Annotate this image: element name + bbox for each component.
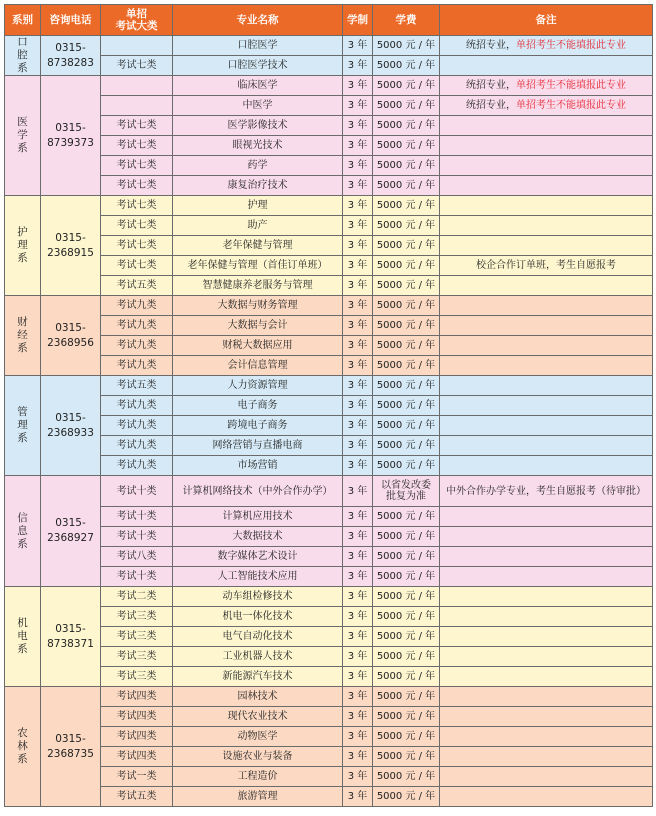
remark — [440, 376, 653, 396]
table-row — [5, 707, 653, 727]
remark-warning: 单招考生不能填报此专业 — [516, 80, 626, 91]
tuition-fee: 5000 元 / 年 — [373, 587, 440, 607]
table-row — [5, 787, 653, 807]
department-name — [5, 476, 41, 587]
tuition-fee: 5000 元 / 年 — [373, 396, 440, 416]
duration: 3 年 — [343, 647, 373, 667]
table-row — [5, 316, 653, 336]
table-row — [5, 396, 653, 416]
exam-category: 考试五类 — [101, 787, 173, 807]
exam-category — [101, 76, 173, 96]
duration: 3 年 — [343, 276, 373, 296]
exam-category: 考试九类 — [101, 416, 173, 436]
exam-category: 考试九类 — [101, 296, 173, 316]
remark — [440, 96, 653, 116]
table-row — [5, 647, 653, 667]
duration: 3 年 — [343, 436, 373, 456]
exam-category: 考试九类 — [101, 456, 173, 476]
tuition-fee: 5000 元 / 年 — [373, 727, 440, 747]
duration: 3 年 — [343, 507, 373, 527]
table-row — [5, 667, 653, 687]
duration: 3 年 — [343, 567, 373, 587]
exam-category: 考试五类 — [101, 376, 173, 396]
department-phone: 0315- 8739373 — [41, 76, 101, 196]
header-note: 备注 — [440, 5, 653, 36]
major-name: 人力资源管理 — [173, 376, 343, 396]
tuition-fee: 5000 元 / 年 — [373, 376, 440, 396]
table-row — [5, 547, 653, 567]
tuition-fee: 5000 元 / 年 — [373, 116, 440, 136]
major-name: 电气自动化技术 — [173, 627, 343, 647]
remark — [440, 476, 653, 507]
department-label: 口腔系 — [17, 36, 28, 74]
major-name: 动车组检修技术 — [173, 587, 343, 607]
remark — [440, 507, 653, 527]
duration: 3 年 — [343, 587, 373, 607]
duration: 3 年 — [343, 236, 373, 256]
table-row — [5, 687, 653, 707]
tuition-fee: 5000 元 / 年 — [373, 567, 440, 587]
remark — [440, 296, 653, 316]
duration: 3 年 — [343, 56, 373, 76]
duration: 3 年 — [343, 787, 373, 807]
exam-category: 考试一类 — [101, 767, 173, 787]
department-phone: 0315- 8738371 — [41, 587, 101, 687]
tuition-fee: 5000 元 / 年 — [373, 356, 440, 376]
department-phone: 0315- 2368927 — [41, 476, 101, 587]
department-phone: 0315- 8738283 — [41, 36, 101, 76]
remark — [440, 527, 653, 547]
header-row — [5, 5, 653, 36]
table-row — [5, 587, 653, 607]
remark — [440, 416, 653, 436]
tuition-fee: 5000 元 / 年 — [373, 156, 440, 176]
exam-category: 考试四类 — [101, 747, 173, 767]
remark — [440, 767, 653, 787]
table-row — [5, 507, 653, 527]
department-name — [5, 196, 41, 296]
duration: 3 年 — [343, 116, 373, 136]
duration: 3 年 — [343, 547, 373, 567]
tuition-fee: 5000 元 / 年 — [373, 336, 440, 356]
tuition-fee: 5000 元 / 年 — [373, 507, 440, 527]
tuition-fee: 5000 元 / 年 — [373, 136, 440, 156]
major-name: 智慧健康养老服务与管理 — [173, 276, 343, 296]
table-row — [5, 256, 653, 276]
tuition-fee: 以省发改委 批复为准 — [373, 476, 440, 507]
exam-category: 考试八类 — [101, 547, 173, 567]
duration: 3 年 — [343, 667, 373, 687]
major-name: 护理 — [173, 196, 343, 216]
table-row — [5, 196, 653, 216]
tuition-fee: 5000 元 / 年 — [373, 647, 440, 667]
remark — [440, 627, 653, 647]
remark — [440, 336, 653, 356]
table-row — [5, 607, 653, 627]
table-row — [5, 136, 653, 156]
major-name: 跨境电子商务 — [173, 416, 343, 436]
table-row — [5, 356, 653, 376]
table-row — [5, 36, 653, 56]
duration: 3 年 — [343, 256, 373, 276]
header-years: 学制 — [343, 5, 373, 36]
remark — [440, 36, 653, 56]
duration: 3 年 — [343, 456, 373, 476]
major-name: 旅游管理 — [173, 787, 343, 807]
remark — [440, 116, 653, 136]
major-name: 财税大数据应用 — [173, 336, 343, 356]
tuition-fee: 5000 元 / 年 — [373, 276, 440, 296]
duration: 3 年 — [343, 607, 373, 627]
major-name: 中医学 — [173, 96, 343, 116]
major-name: 大数据与财务管理 — [173, 296, 343, 316]
remark — [440, 727, 653, 747]
duration: 3 年 — [343, 176, 373, 196]
tuition-fee: 5000 元 / 年 — [373, 667, 440, 687]
table-row — [5, 767, 653, 787]
remark — [440, 667, 653, 687]
table-row — [5, 727, 653, 747]
tuition-fee: 5000 元 / 年 — [373, 707, 440, 727]
exam-category: 考试七类 — [101, 176, 173, 196]
duration: 3 年 — [343, 156, 373, 176]
major-name: 机电一体化技术 — [173, 607, 343, 627]
major-name: 工业机器人技术 — [173, 647, 343, 667]
table-row — [5, 476, 653, 507]
exam-category: 考试十类 — [101, 476, 173, 507]
table-row — [5, 276, 653, 296]
remark-warning: 单招考生不能填报此专业 — [516, 40, 626, 51]
remark — [440, 456, 653, 476]
table-row — [5, 527, 653, 547]
table-row — [5, 336, 653, 356]
department-name — [5, 76, 41, 196]
exam-category: 考试十类 — [101, 567, 173, 587]
table-row — [5, 176, 653, 196]
exam-category: 考试三类 — [101, 607, 173, 627]
department-phone: 0315- 2368735 — [41, 687, 101, 807]
table-row — [5, 456, 653, 476]
major-name: 助产 — [173, 216, 343, 236]
tuition-fee: 5000 元 / 年 — [373, 747, 440, 767]
remark — [440, 647, 653, 667]
duration: 3 年 — [343, 747, 373, 767]
table-row — [5, 436, 653, 456]
duration: 3 年 — [343, 196, 373, 216]
remark-text: 统招专业， — [466, 80, 516, 91]
exam-category: 考试九类 — [101, 396, 173, 416]
department-name — [5, 587, 41, 687]
remark — [440, 216, 653, 236]
duration: 3 年 — [343, 476, 373, 507]
major-name: 园林技术 — [173, 687, 343, 707]
remark — [440, 396, 653, 416]
department-phone: 0315- 2368915 — [41, 196, 101, 296]
tuition-fee: 5000 元 / 年 — [373, 76, 440, 96]
department-name — [5, 36, 41, 76]
department-label: 机电系 — [17, 617, 28, 655]
header-category: 单招 考试大类 — [101, 5, 173, 36]
duration: 3 年 — [343, 356, 373, 376]
exam-category: 考试七类 — [101, 136, 173, 156]
major-name: 医学影像技术 — [173, 116, 343, 136]
header-fee: 学费 — [373, 5, 440, 36]
tuition-fee: 5000 元 / 年 — [373, 296, 440, 316]
department-label: 农林系 — [17, 727, 28, 765]
department-phone: 0315- 2368933 — [41, 376, 101, 476]
remark — [440, 587, 653, 607]
remark — [440, 176, 653, 196]
exam-category: 考试七类 — [101, 196, 173, 216]
remark — [440, 56, 653, 76]
major-name: 康复治疗技术 — [173, 176, 343, 196]
exam-category: 考试七类 — [101, 256, 173, 276]
department-label: 护理系 — [17, 226, 28, 264]
remark — [440, 707, 653, 727]
remark — [440, 156, 653, 176]
exam-category — [101, 36, 173, 56]
duration: 3 年 — [343, 336, 373, 356]
duration: 3 年 — [343, 96, 373, 116]
major-name: 动物医学 — [173, 727, 343, 747]
major-name: 老年保健与管理（首佳订单班） — [173, 256, 343, 276]
exam-category: 考试七类 — [101, 116, 173, 136]
tuition-fee: 5000 元 / 年 — [373, 96, 440, 116]
department-name — [5, 687, 41, 807]
remark-text: 统招专业， — [466, 40, 516, 51]
major-name: 口腔医学技术 — [173, 56, 343, 76]
header-major: 专业名称 — [173, 5, 343, 36]
remark — [440, 356, 653, 376]
tuition-fee: 5000 元 / 年 — [373, 627, 440, 647]
major-name: 药学 — [173, 156, 343, 176]
remark — [440, 547, 653, 567]
remark-text: 中外合作办学专业，考生自愿报考（待审批） — [446, 485, 646, 497]
header-phone: 咨询电话 — [41, 5, 101, 36]
department-label: 信息系 — [17, 511, 28, 550]
exam-category: 考试四类 — [101, 707, 173, 727]
exam-category: 考试三类 — [101, 667, 173, 687]
duration: 3 年 — [343, 767, 373, 787]
duration: 3 年 — [343, 707, 373, 727]
tuition-fee: 5000 元 / 年 — [373, 436, 440, 456]
tuition-fee: 5000 元 / 年 — [373, 256, 440, 276]
table-row — [5, 216, 653, 236]
tuition-fee: 5000 元 / 年 — [373, 236, 440, 256]
major-name: 工程造价 — [173, 767, 343, 787]
admissions-table — [4, 4, 653, 807]
remark — [440, 747, 653, 767]
major-name: 市场营销 — [173, 456, 343, 476]
major-name: 计算机应用技术 — [173, 507, 343, 527]
table-row — [5, 567, 653, 587]
table-row — [5, 747, 653, 767]
exam-category: 考试十类 — [101, 507, 173, 527]
department-label: 财经系 — [17, 316, 28, 354]
tuition-fee: 5000 元 / 年 — [373, 416, 440, 436]
tuition-fee: 5000 元 / 年 — [373, 687, 440, 707]
remark-text: 校企合作订单班，考生自愿报考 — [476, 260, 616, 271]
duration: 3 年 — [343, 627, 373, 647]
exam-category: 考试九类 — [101, 336, 173, 356]
duration: 3 年 — [343, 36, 373, 56]
remark — [440, 196, 653, 216]
duration: 3 年 — [343, 396, 373, 416]
tuition-fee: 5000 元 / 年 — [373, 456, 440, 476]
major-name: 设施农业与装备 — [173, 747, 343, 767]
remark — [440, 436, 653, 456]
major-name: 会计信息管理 — [173, 356, 343, 376]
department-name — [5, 296, 41, 376]
exam-category: 考试九类 — [101, 316, 173, 336]
tuition-fee: 5000 元 / 年 — [373, 216, 440, 236]
table-row — [5, 96, 653, 116]
exam-category: 考试三类 — [101, 627, 173, 647]
duration: 3 年 — [343, 296, 373, 316]
table-row — [5, 76, 653, 96]
duration: 3 年 — [343, 316, 373, 336]
table-row — [5, 376, 653, 396]
table-row — [5, 156, 653, 176]
table-row — [5, 627, 653, 647]
major-name: 眼视光技术 — [173, 136, 343, 156]
major-name: 大数据与会计 — [173, 316, 343, 336]
major-name: 网络营销与直播电商 — [173, 436, 343, 456]
header-dept: 系别 — [5, 5, 41, 36]
major-name: 大数据技术 — [173, 527, 343, 547]
table-row — [5, 236, 653, 256]
exam-category: 考试四类 — [101, 727, 173, 747]
remark — [440, 687, 653, 707]
exam-category: 考试七类 — [101, 156, 173, 176]
major-name: 数字媒体艺术设计 — [173, 547, 343, 567]
tuition-fee: 5000 元 / 年 — [373, 56, 440, 76]
tuition-fee: 5000 元 / 年 — [373, 767, 440, 787]
duration: 3 年 — [343, 416, 373, 436]
duration: 3 年 — [343, 376, 373, 396]
remark-text: 统招专业， — [466, 100, 516, 111]
tuition-fee: 5000 元 / 年 — [373, 196, 440, 216]
exam-category: 考试七类 — [101, 216, 173, 236]
tuition-fee: 5000 元 / 年 — [373, 607, 440, 627]
tuition-fee: 5000 元 / 年 — [373, 527, 440, 547]
exam-category: 考试二类 — [101, 587, 173, 607]
tuition-fee: 5000 元 / 年 — [373, 36, 440, 56]
remark — [440, 136, 653, 156]
remark-warning: 单招考生不能填报此专业 — [516, 100, 626, 111]
major-name: 老年保健与管理 — [173, 236, 343, 256]
duration: 3 年 — [343, 76, 373, 96]
exam-category: 考试三类 — [101, 647, 173, 667]
table-body — [5, 36, 653, 807]
duration: 3 年 — [343, 216, 373, 236]
tuition-fee: 5000 元 / 年 — [373, 787, 440, 807]
duration: 3 年 — [343, 136, 373, 156]
table-row — [5, 56, 653, 76]
table-row — [5, 116, 653, 136]
remark — [440, 276, 653, 296]
department-label: 医学系 — [17, 116, 28, 154]
exam-category: 考试十类 — [101, 527, 173, 547]
exam-category: 考试七类 — [101, 236, 173, 256]
major-name: 人工智能技术应用 — [173, 567, 343, 587]
major-name: 新能源汽车技术 — [173, 667, 343, 687]
duration: 3 年 — [343, 687, 373, 707]
department-label: 管理系 — [17, 406, 28, 444]
major-name: 计算机网络技术（中外合作办学） — [173, 476, 343, 507]
tuition-fee: 5000 元 / 年 — [373, 176, 440, 196]
remark — [440, 76, 653, 96]
duration: 3 年 — [343, 527, 373, 547]
table-row — [5, 416, 653, 436]
remark — [440, 787, 653, 807]
exam-category: 考试九类 — [101, 436, 173, 456]
exam-category: 考试四类 — [101, 687, 173, 707]
table-row — [5, 296, 653, 316]
exam-category: 考试九类 — [101, 356, 173, 376]
remark — [440, 607, 653, 627]
major-name: 电子商务 — [173, 396, 343, 416]
tuition-fee: 5000 元 / 年 — [373, 316, 440, 336]
major-name: 口腔医学 — [173, 36, 343, 56]
remark — [440, 256, 653, 276]
remark — [440, 567, 653, 587]
remark — [440, 316, 653, 336]
department-phone: 0315- 2368956 — [41, 296, 101, 376]
major-name: 临床医学 — [173, 76, 343, 96]
exam-category: 考试七类 — [101, 56, 173, 76]
duration: 3 年 — [343, 727, 373, 747]
exam-category — [101, 96, 173, 116]
department-name — [5, 376, 41, 476]
remark — [440, 236, 653, 256]
tuition-fee: 5000 元 / 年 — [373, 547, 440, 567]
exam-category: 考试五类 — [101, 276, 173, 296]
major-name: 现代农业技术 — [173, 707, 343, 727]
